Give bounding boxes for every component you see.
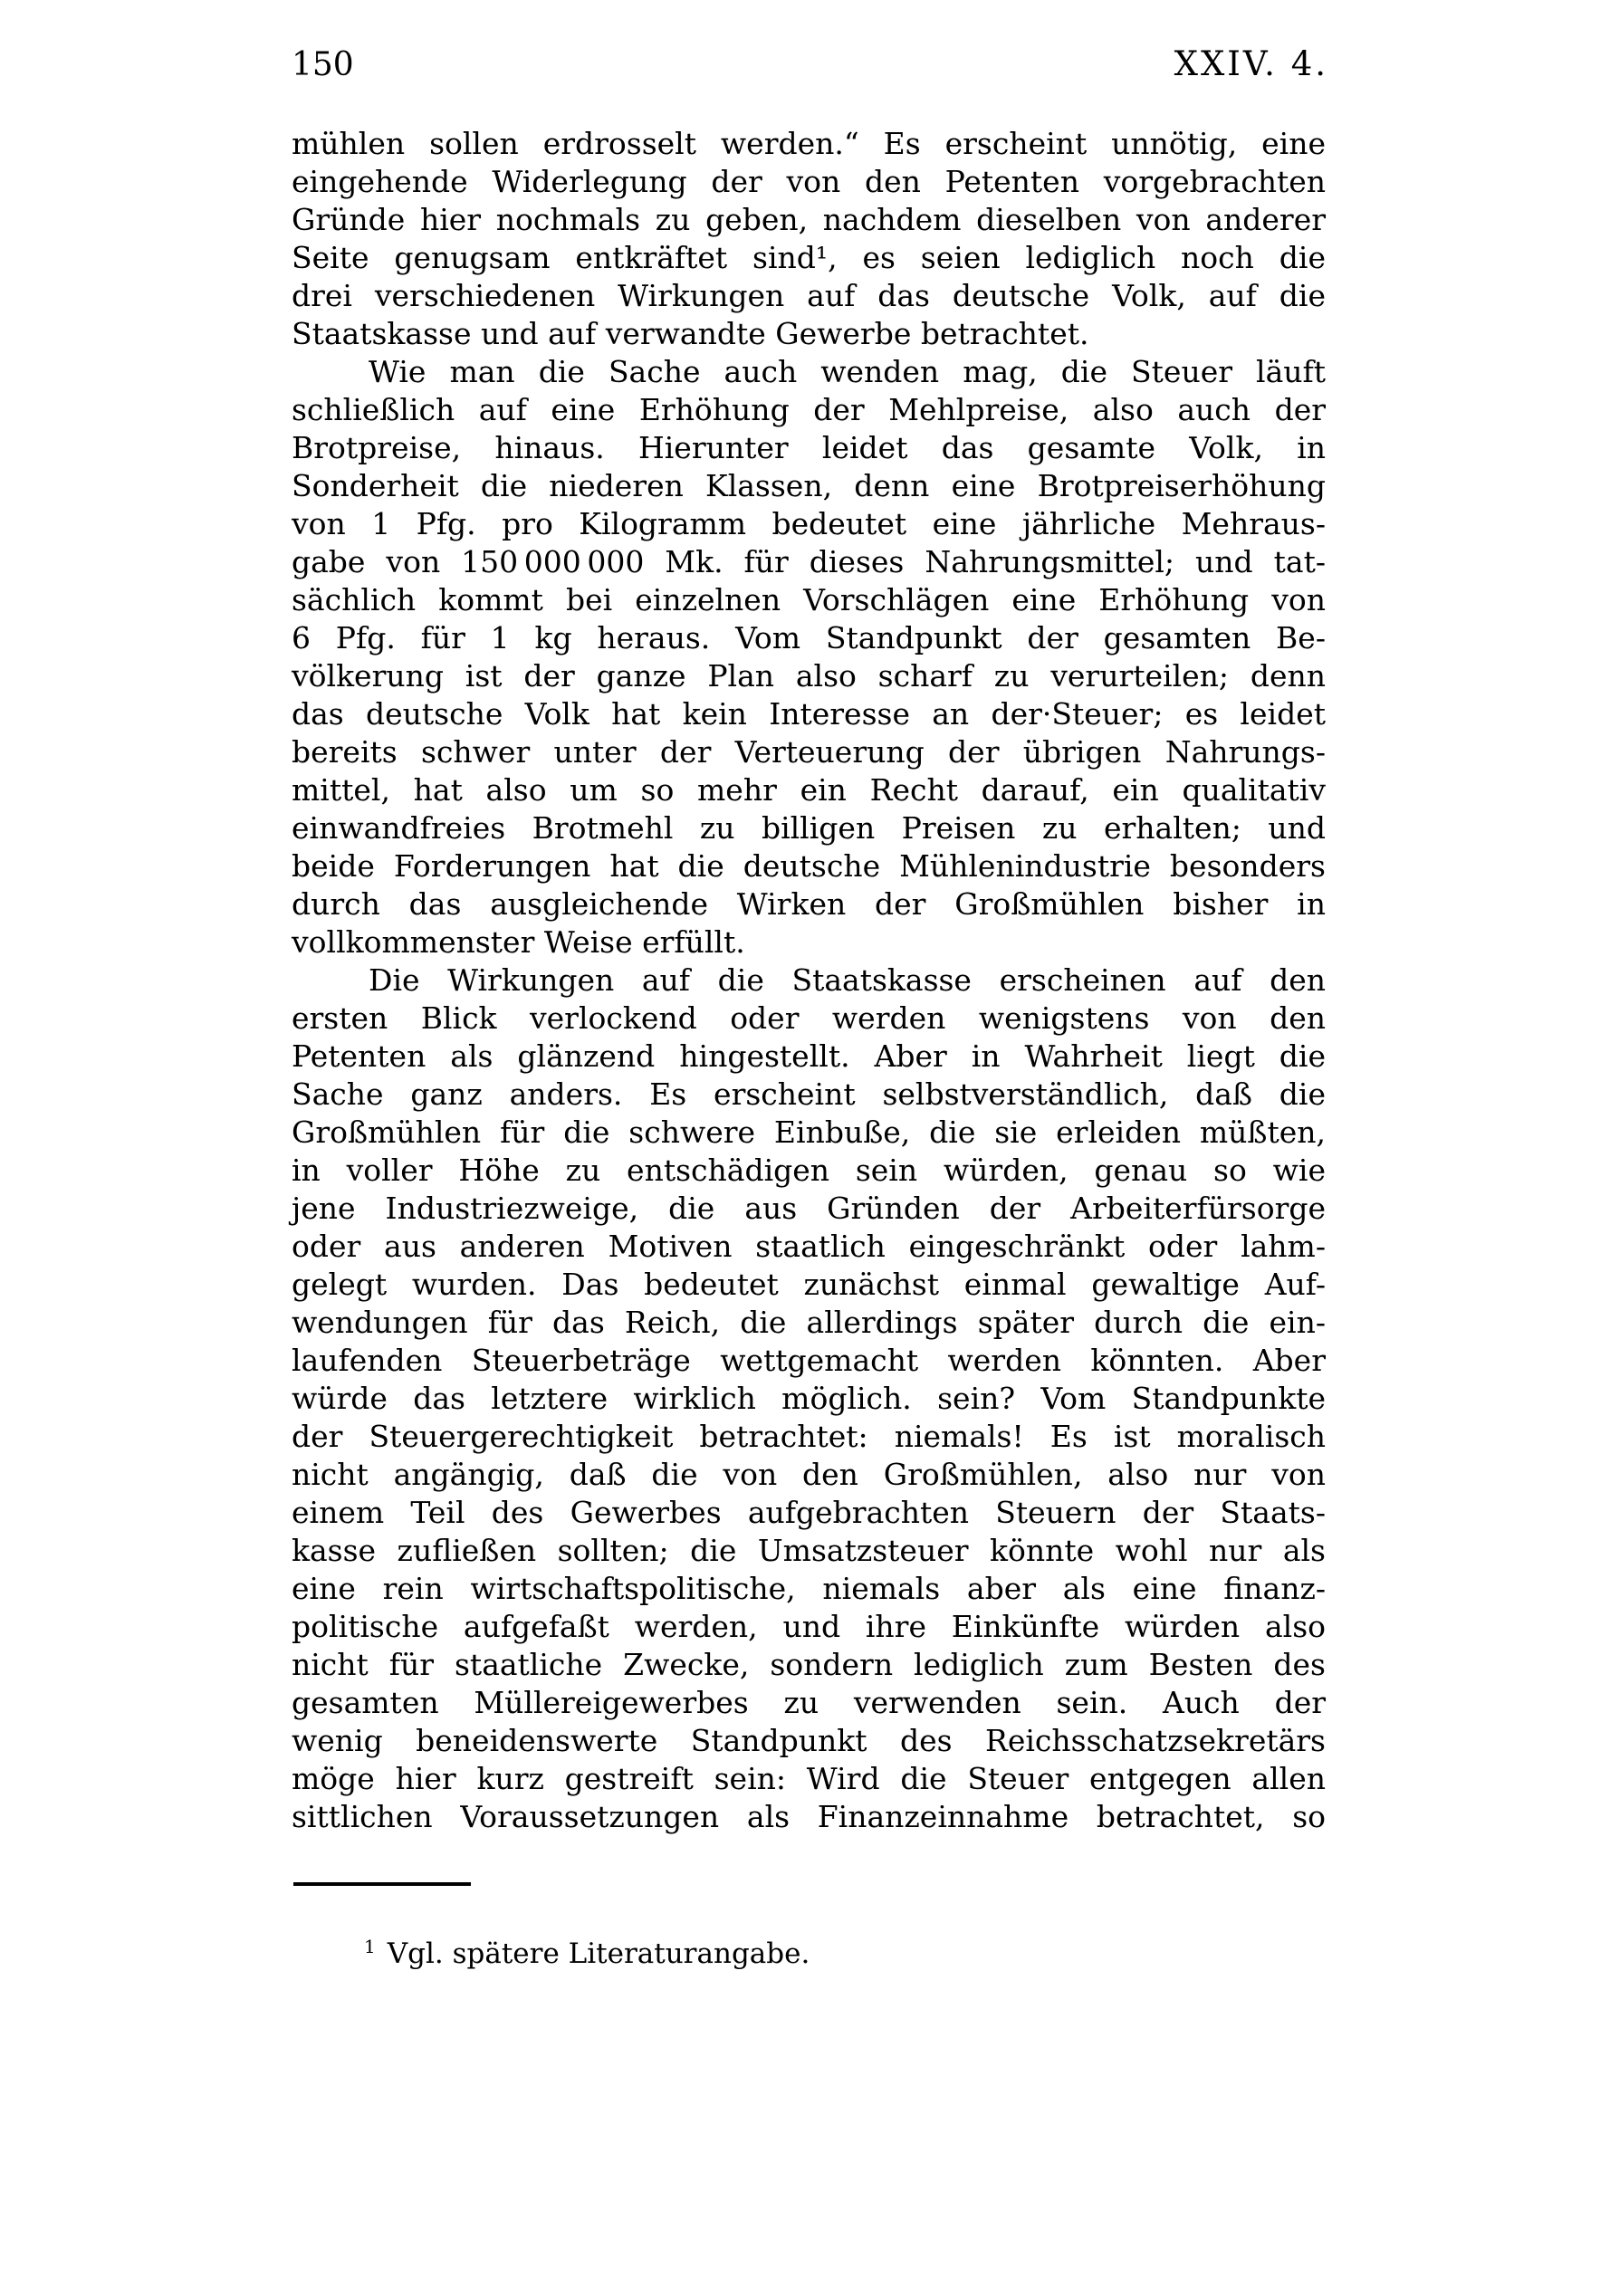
text-line: schließlich auf eine Erhöhung der Mehlpreise, also auch der — [292, 392, 1326, 427]
footnote — [292, 1936, 1326, 1972]
text-line: eine rein wirtschaftspolitische, niemals aber als eine finanz- — [292, 1571, 1326, 1606]
body-text-block — [292, 125, 1326, 1836]
text-line: einwandfreies Brotmehl zu billigen Preisen zu erhalten; und — [292, 810, 1326, 846]
text-line: in voller Höhe zu entschädigen sein würden, genau so wie — [292, 1153, 1326, 1188]
text-line: gesamten Müllereigewerbes zu verwenden sein. Auch der — [292, 1685, 1326, 1720]
chapter-reference: XXIV. 4. — [1174, 44, 1328, 83]
text-line: Sonderheit die niederen Klassen, denn eine Brotpreiserhöhung — [292, 468, 1326, 503]
text-line: jene Industriezweige, die aus Gründen der Arbeiterfürsorge — [292, 1191, 1326, 1226]
text-line: von 1 Pfg. pro Kilogramm bedeutet eine jährliche Mehraus- — [292, 506, 1326, 541]
text-line: politische aufgefaßt werden, und ihre Einkünfte würden also — [292, 1609, 1326, 1644]
text-line: das deutsche Volk hat kein Interesse an der·Steuer; es leidet — [292, 696, 1326, 732]
text-line: drei verschiedenen Wirkungen auf das deutsche Volk, auf die — [292, 278, 1326, 313]
text-line: einem Teil des Gewerbes aufgebrachten Steuern der Staats- — [292, 1495, 1326, 1530]
text-line: ersten Blick verlockend oder werden wenigstens von den — [292, 1000, 1326, 1036]
text-line: Staatskasse und auf verwandte Gewerbe betrachtet. — [292, 316, 1089, 351]
text-line: Brotpreise, hinaus. Hierunter leidet das gesamte Volk, in — [292, 430, 1326, 465]
text-line: Großmühlen für die schwere Einbuße, die sie erleiden müßten, — [292, 1115, 1326, 1150]
text-line: würde das letztere wirklich möglich. sein? Vom Standpunkte — [292, 1381, 1326, 1416]
text-line: Gründe hier nochmals zu geben, nachdem dieselben von anderer — [292, 202, 1326, 237]
text-line: 6 Pfg. für 1 kg heraus. Vom Standpunkt der gesamten Be- — [292, 620, 1326, 655]
text-line: nicht für staatliche Zwecke, sondern lediglich zum Besten des — [292, 1647, 1326, 1682]
text-line: mühlen sollen erdrosselt werden.“ Es erscheint unnötig, eine — [292, 126, 1326, 161]
text-line: oder aus anderen Motiven staatlich eingeschränkt oder lahm- — [292, 1229, 1326, 1264]
text-line: Wie man die Sache auch wenden mag, die Steuer läuft — [369, 354, 1326, 389]
text-line: gabe von 150 000 000 Mk. für dieses Nahrungsmittel; und tat- — [292, 544, 1326, 579]
text-line: nicht angängig, daß die von den Großmühlen, also nur von — [292, 1457, 1326, 1492]
text-line: Die Wirkungen auf die Staatskasse erscheinen auf den — [369, 962, 1326, 998]
text-line: mittel, hat also um so mehr ein Recht darauf, ein qualitativ — [292, 772, 1326, 808]
text-line: vollkommenster Weise erfüllt. — [292, 924, 745, 960]
text-line: bereits schwer unter der Verteuerung der übrigen Nahrungs- — [292, 734, 1326, 770]
text-line: eingehende Widerlegung der von den Petenten vorgebrachten — [292, 164, 1326, 199]
page-header — [292, 44, 1328, 83]
page-number: 150 — [292, 46, 354, 83]
text-line: beide Forderungen hat die deutsche Mühlenindustrie besonders — [292, 848, 1326, 884]
text-line: wendungen für das Reich, die allerdings später durch die ein- — [292, 1305, 1326, 1340]
text-line: Seite genugsam entkräftet sind¹, es seien lediglich noch die — [292, 240, 1326, 275]
text-line: durch das ausgleichende Wirken der Großmühlen bisher in — [292, 886, 1326, 922]
footnote-text: Vgl. spätere Literaturangabe. — [387, 1937, 810, 1970]
text-line: möge hier kurz gestreift sein: Wird die Steuer entgegen allen — [292, 1761, 1326, 1796]
footnote-rule — [293, 1882, 471, 1886]
text-line: wenig beneidenswerte Standpunkt des Reichsschatzsekretärs — [292, 1723, 1326, 1758]
footnote-marker: 1 — [364, 1935, 376, 1957]
text-line: sächlich kommt bei einzelnen Vorschlägen eine Erhöhung von — [292, 582, 1326, 617]
text-line: gelegt wurden. Das bedeutet zunächst einmal gewaltige Auf- — [292, 1267, 1326, 1302]
text-line: völkerung ist der ganze Plan also scharf zu verurteilen; denn — [292, 658, 1326, 694]
text-line: sittlichen Voraussetzungen als Finanzeinnahme betrachtet, so — [292, 1799, 1326, 1834]
text-line: kasse zufließen sollten; die Umsatzsteuer könnte wohl nur als — [292, 1533, 1326, 1568]
text-line: Sache ganz anders. Es erscheint selbstverständlich, daß die — [292, 1076, 1326, 1112]
text-line: laufenden Steuerbeträge wettgemacht werden könnten. Aber — [292, 1343, 1326, 1378]
text-line: Petenten als glänzend hingestellt. Aber in Wahrheit liegt die — [292, 1038, 1326, 1074]
text-line: der Steuergerechtigkeit betrachtet: niemals! Es ist moralisch — [292, 1419, 1326, 1454]
